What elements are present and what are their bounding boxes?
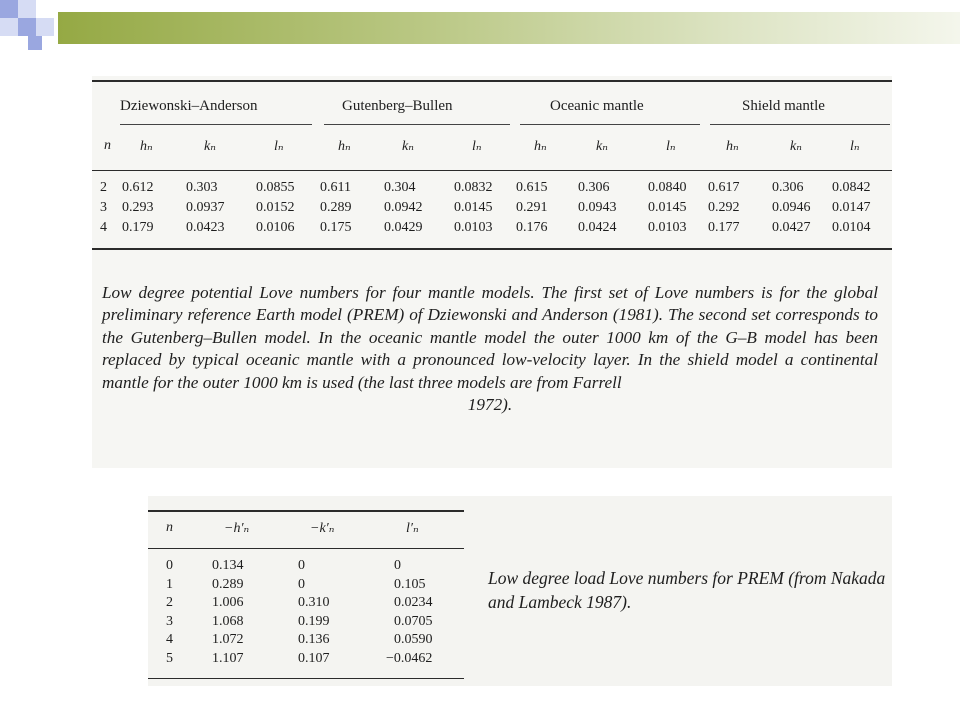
table-cell: 4	[100, 220, 107, 235]
table-cell: 0.0423	[186, 220, 225, 235]
table-cell: 0.0152	[256, 200, 295, 215]
table-cell: 0.175	[320, 220, 352, 235]
table-cell: 0.0103	[454, 220, 493, 235]
column-header: lₙ	[472, 139, 482, 154]
table-cell: 0.306	[578, 180, 610, 195]
table-cell: 3	[100, 200, 107, 215]
table-cell: 0.0104	[832, 220, 871, 235]
table-cell: 0.612	[122, 180, 154, 195]
ribbon-bar	[58, 12, 960, 44]
group-underline	[324, 124, 510, 125]
group-underline	[120, 124, 312, 125]
column-header: kₙ	[790, 139, 802, 154]
column-header: kₙ	[402, 139, 414, 154]
table-bottom-rule	[148, 678, 464, 679]
column-header: −h′ₙ	[224, 521, 250, 536]
table-cell: 0.105	[394, 576, 426, 592]
table-caption: Low degree load Love numbers for PREM (from Nakada and Lambeck 1987).	[488, 568, 886, 612]
table-cell: 0.289	[320, 200, 352, 215]
table-bottom-rule	[92, 248, 892, 250]
table-cell: 0.0590	[394, 632, 433, 647]
ribbon-square-5	[36, 18, 54, 36]
table-cell: 0.0832	[454, 180, 493, 195]
table-cell: 0.0840	[648, 180, 687, 195]
table-cell: 0.0429	[384, 220, 423, 235]
table-cell: 0.0234	[394, 595, 433, 610]
table-caption	[102, 282, 878, 416]
group-header: Gutenberg–Bullen	[342, 98, 453, 114]
table-cell: 0.617	[708, 180, 740, 195]
table-cell: 4	[166, 632, 173, 647]
column-header: n	[166, 520, 173, 535]
column-header: hₙ	[140, 139, 153, 154]
column-header: hₙ	[534, 139, 547, 154]
column-header: kₙ	[204, 139, 216, 154]
table-cell: 0.289	[212, 576, 244, 592]
table-top-rule	[148, 510, 464, 512]
group-header: Oceanic mantle	[550, 98, 644, 114]
table-cell: 0.134	[212, 558, 244, 573]
table-cell: 0	[166, 558, 173, 573]
table-cell: 0.176	[516, 220, 548, 235]
table-cell: 3	[166, 613, 173, 629]
column-header: n	[104, 138, 111, 153]
table-cell: 0.0103	[648, 220, 687, 235]
table-cell: 0.0145	[454, 200, 493, 215]
table-cell: 2	[166, 595, 173, 610]
table-cell: 2	[100, 180, 107, 195]
table-cell: 0.0946	[772, 200, 811, 215]
ribbon-square-1	[0, 0, 18, 18]
table-cell: 0.199	[298, 613, 330, 629]
column-header: lₙ	[666, 139, 676, 154]
load-love-table-scan	[148, 496, 892, 686]
group-header: Shield mantle	[742, 98, 825, 114]
table-cell: 0.0943	[578, 200, 617, 215]
group-underline	[710, 124, 890, 125]
table-cell: 0.293	[122, 200, 154, 215]
table-cell: 1.068	[212, 613, 244, 629]
table-cell: 1.006	[212, 595, 244, 610]
table-cell: 0.179	[122, 220, 154, 235]
table-cell: 1.107	[212, 650, 244, 666]
potential-love-table-scan	[92, 76, 892, 468]
caption-end: 1972).	[467, 395, 513, 415]
ribbon-square-6	[28, 36, 42, 50]
table-cell: 1	[166, 576, 173, 592]
table-cell: 5	[166, 650, 173, 666]
column-header: hₙ	[338, 139, 351, 154]
table-cell: 0.291	[516, 200, 548, 215]
table-cell: −0.0462	[386, 650, 433, 666]
table-cell: 0	[394, 558, 401, 573]
table-cell: 0.107	[298, 650, 330, 666]
table-cell: 0.615	[516, 180, 548, 195]
group-header: Dziewonski–Anderson	[120, 98, 258, 114]
table-cell: 0.306	[772, 180, 804, 195]
table-cell: 0.0424	[578, 220, 617, 235]
caption-text: Low degree potential Love numbers for four mantle models. The first set of Love numbers is for the global preliminary reference Earth model (PREM) of Dziewonski and Anderson (1981). The second set corresponds to the Gutenberg–Bullen model. In the oceanic mantle model the outer 1000 km of the G–B model has been replaced by typical oceanic mantle with a pronounced low-velocity layer. In the shield model a continental mantle for the outer 1000 km is used (the last three models are from Farrell	[102, 283, 878, 392]
ribbon-square-3	[0, 18, 18, 36]
column-header: hₙ	[726, 139, 739, 154]
header-rule	[148, 548, 464, 549]
column-header: l′ₙ	[406, 521, 419, 536]
column-header: lₙ	[274, 139, 284, 154]
column-header: kₙ	[596, 139, 608, 154]
header-rule	[92, 170, 892, 171]
table-cell: 0	[298, 558, 305, 573]
table-cell: 0.0937	[186, 200, 225, 215]
table-cell: 0.0106	[256, 220, 295, 235]
table-cell: 0.0855	[256, 180, 295, 195]
table-cell: 0.0842	[832, 180, 871, 195]
table-cell: 0.0427	[772, 220, 811, 235]
table-top-rule	[92, 80, 892, 82]
table-cell: 1.072	[212, 632, 244, 647]
table-cell: 0.0147	[832, 200, 871, 215]
group-underline	[520, 124, 700, 125]
table-cell: 0	[298, 576, 305, 592]
ribbon-square-2	[18, 0, 36, 18]
table-cell: 0.310	[298, 595, 330, 610]
column-header: −k′ₙ	[310, 521, 335, 536]
table-cell: 0.0942	[384, 200, 423, 215]
table-cell: 0.304	[384, 180, 416, 195]
table-cell: 0.136	[298, 632, 330, 647]
header-ribbon	[0, 0, 960, 60]
table-cell: 0.292	[708, 200, 740, 215]
table-cell: 0.0705	[394, 613, 433, 629]
table-cell: 0.0145	[648, 200, 687, 215]
table-cell: 0.303	[186, 180, 218, 195]
table-cell: 0.611	[320, 180, 351, 195]
table-cell: 0.177	[708, 220, 740, 235]
column-header: lₙ	[850, 139, 860, 154]
ribbon-square-4	[18, 18, 36, 36]
